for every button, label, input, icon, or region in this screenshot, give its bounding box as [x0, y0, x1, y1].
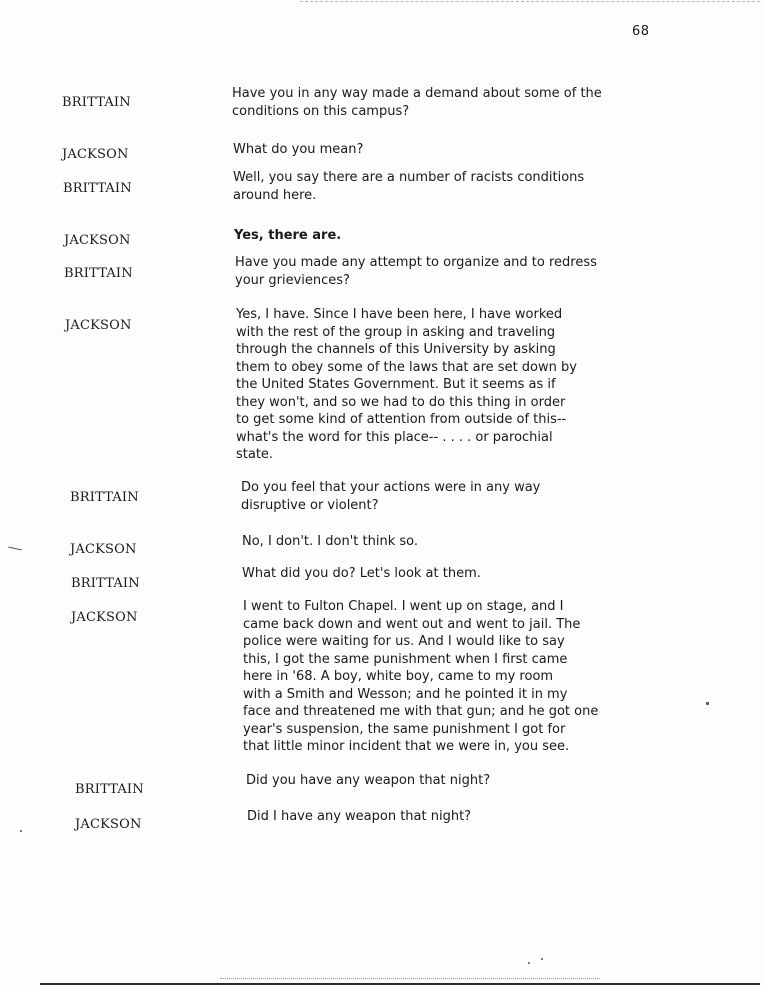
speaker-label: JACKSON — [70, 542, 137, 557]
scan-artifact — [528, 962, 530, 964]
page-number: 68 — [632, 24, 650, 39]
speaker-label: BRITTAIN — [64, 266, 133, 281]
scan-artifact — [706, 702, 709, 705]
speaker-label: BRITTAIN — [62, 95, 131, 110]
speaker-label: BRITTAIN — [71, 576, 140, 591]
speaker-label: JACKSON — [64, 233, 131, 248]
utterance-text: Have you in any way made a demand about some of the conditions on this campus? — [232, 86, 602, 119]
speaker-label: BRITTAIN — [63, 181, 132, 196]
speaker-label: JACKSON — [62, 147, 129, 162]
utterance-text: Have you made any attempt to organize and to redress your grieviences? — [235, 255, 597, 288]
bottom-edge-line — [40, 983, 760, 985]
speaker-label: JACKSON — [71, 610, 138, 625]
utterance-text: Yes, I have. Since I have been here, I have worked with the rest of the group in asking and traveling through the channels of this University by asking them to obey some of the laws that are set down by the United States Government. But it seems as if they won't, and so we had to do this thing in order to get some kind of attention from outside of this-- what's the word for this place-- . . . . or parochial state. — [236, 307, 577, 462]
scan-artifact — [20, 830, 22, 832]
utterance-text: What do you mean? — [233, 142, 364, 157]
utterance-text: Well, you say there are a number of racists conditions around here. — [233, 170, 585, 203]
utterance-text: No, I don't. I don't think so. — [242, 534, 418, 549]
utterance-text: Did I have any weapon that night? — [247, 809, 472, 824]
scan-artifact — [8, 547, 22, 551]
scan-artifact — [541, 958, 543, 960]
speaker-label: JACKSON — [65, 318, 132, 333]
speaker-label: BRITTAIN — [75, 782, 144, 797]
speaker-label: JACKSON — [75, 817, 142, 832]
utterance-text: What did you do? Let's look at them. — [242, 566, 481, 581]
top-edge-line — [300, 1, 760, 2]
utterance-text: Do you feel that your actions were in any way disruptive or violent? — [241, 480, 541, 513]
utterance-text: Did you have any weapon that night? — [246, 773, 491, 788]
utterance-text: Yes, there are. — [234, 228, 342, 243]
speaker-label: BRITTAIN — [70, 490, 139, 505]
utterance-text: I went to Fulton Chapel. I went up on stage, and I came back down and went out and went to jail. The police were waiting for us. And I would like to say this, I got the same punishment when I first came here in '68. A boy, white boy, came to my room with a Smith and Wesson; and he pointed it in my face and threatened me with that gun; and he got one year's suspension, the same punishment I got for that little minor incident that we were in, you see. — [243, 599, 599, 754]
bottom-dotted-line — [220, 978, 600, 979]
